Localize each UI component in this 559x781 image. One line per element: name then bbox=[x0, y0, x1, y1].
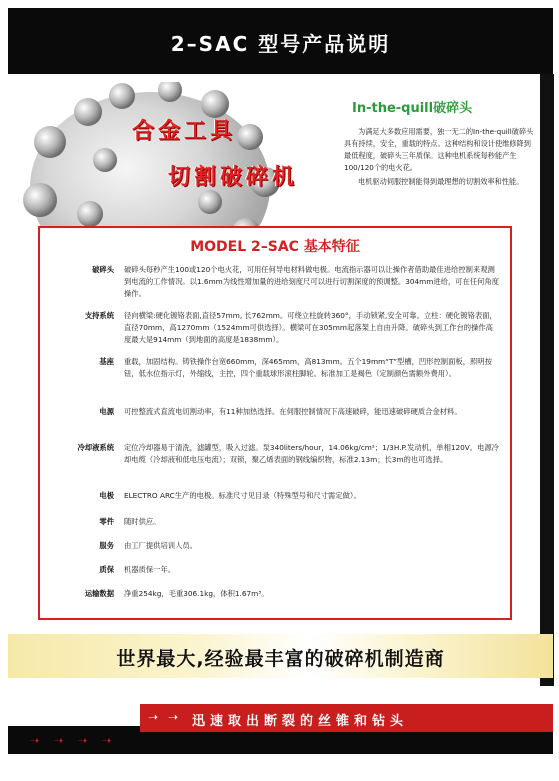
feature-label: 支持系统 bbox=[84, 311, 114, 320]
quill-description bbox=[344, 126, 534, 190]
feature-label: 电极 bbox=[99, 491, 114, 500]
feature-value: 定位冷却器易于清洗，滤罐型，吸入过滤。泵340liters/hour，14.06kg/cm²；1/3H.P.发动机，单相120V。电源冷却电缆（冷却液和低电压电流）；双锁，聚乙烯表面的钢线编织物，标准2.13m；长3m的也可选择。 bbox=[124, 443, 499, 464]
feature-value: 机器质保一年。 bbox=[124, 565, 176, 574]
arrow-icon: ➝ bbox=[30, 734, 40, 747]
feature-label: 电源 bbox=[99, 407, 114, 416]
right-edge-bar bbox=[540, 74, 554, 686]
feature-value: 由工厂提供培训人员。 bbox=[124, 541, 197, 550]
quill-paragraph: 电机驱动伺服控制能得到最理想的切割效率和性能。 bbox=[358, 177, 524, 186]
quill-section-title: In-the-quill破碎头 bbox=[352, 101, 473, 116]
arrow-icon: ➝ bbox=[148, 710, 159, 724]
red-banner-text: 迅速取出断裂的丝锥和钻头 bbox=[192, 714, 409, 729]
header-bar bbox=[8, 8, 553, 74]
feature-label: 破碎头 bbox=[92, 265, 114, 274]
quill-paragraph: 为满足大多数应用需要，独一无二的In-the-quill破碎头具有持续，安全，重载的特点。这种结构和设计使维修降到最低程度，破碎头三年质保。这种电机系统每秒能产生100/120个的电火花。 bbox=[344, 127, 534, 172]
hero-title-line1: 合金工具 bbox=[132, 119, 237, 144]
red-banner bbox=[140, 704, 553, 732]
arrow-icon: ➝ bbox=[54, 734, 64, 747]
arrow-icon: ➝ bbox=[78, 734, 88, 747]
features-title: MODEL 2–SAC 基本特征 bbox=[190, 239, 360, 255]
page-title: 2–SAC 型号产品说明 bbox=[170, 32, 391, 56]
arrow-icon: ➝ bbox=[168, 710, 179, 724]
feature-value: ELECTRO ARC生产的电极。标准尺寸见目录（特殊型号和尺寸需定做）。 bbox=[124, 491, 361, 500]
feature-label: 服务 bbox=[99, 541, 114, 550]
hero-title-line2: 切割破碎机 bbox=[168, 165, 299, 190]
feature-value: 随时供应。 bbox=[124, 517, 161, 526]
feature-label: 基座 bbox=[99, 357, 114, 366]
feature-label: 质保 bbox=[99, 565, 114, 574]
feature-label: 运输数据 bbox=[84, 589, 114, 598]
feature-value: 重载，加固结构。铸铁操作台宽660mm，深465mm，高813mm。五个19mm“T”型槽，凹形控制面板，照明按钮，低水位指示灯，外缩线，主控，四个重载球形滚柱脚轮。标准加工是褐色（定制颜色需额外费用）。 bbox=[124, 357, 492, 378]
feature-label: 冷却液系统 bbox=[77, 443, 114, 452]
features-box bbox=[38, 226, 512, 620]
slogan-text: 世界最大,经验最丰富的破碎机制造商 bbox=[116, 648, 445, 670]
feature-value: 净重254kg，毛重306.1kg，体积1.67m³。 bbox=[124, 589, 269, 598]
feature-value: 破碎头每秒产生100或120个电火花，可用任何导电材料做电极。电流指示器可以让操作者借助最佳进给控制来观测到电流的工作情况。以1.6mm为线性增加量的进给刻度尺可以进行切割深度的预调整。304mm进给，可在任何角度操作。 bbox=[124, 265, 500, 298]
feature-value: 径向横梁:硬化镀铬表面,直径57mm, 长762mm。可绕立柱旋转360°，手动锁紧,安全可靠。立柱：硬化镀铬表面，直径70mm，高1270mm（1524mm可供选择）。横梁可在305mm起落架上自由升降。破碎头到工作台的操作高度最大是914mm（到地面的高度是1838mm）。 bbox=[124, 311, 497, 344]
arrow-icon: ➝ bbox=[102, 734, 112, 747]
feature-value: 可控整流式直流电切割动率，有11种加热选择。在伺服控制情况下高速破碎，能迅速破碎硬质合金材料。 bbox=[124, 407, 462, 416]
feature-label: 零件 bbox=[99, 517, 114, 526]
slogan-band bbox=[8, 634, 553, 678]
